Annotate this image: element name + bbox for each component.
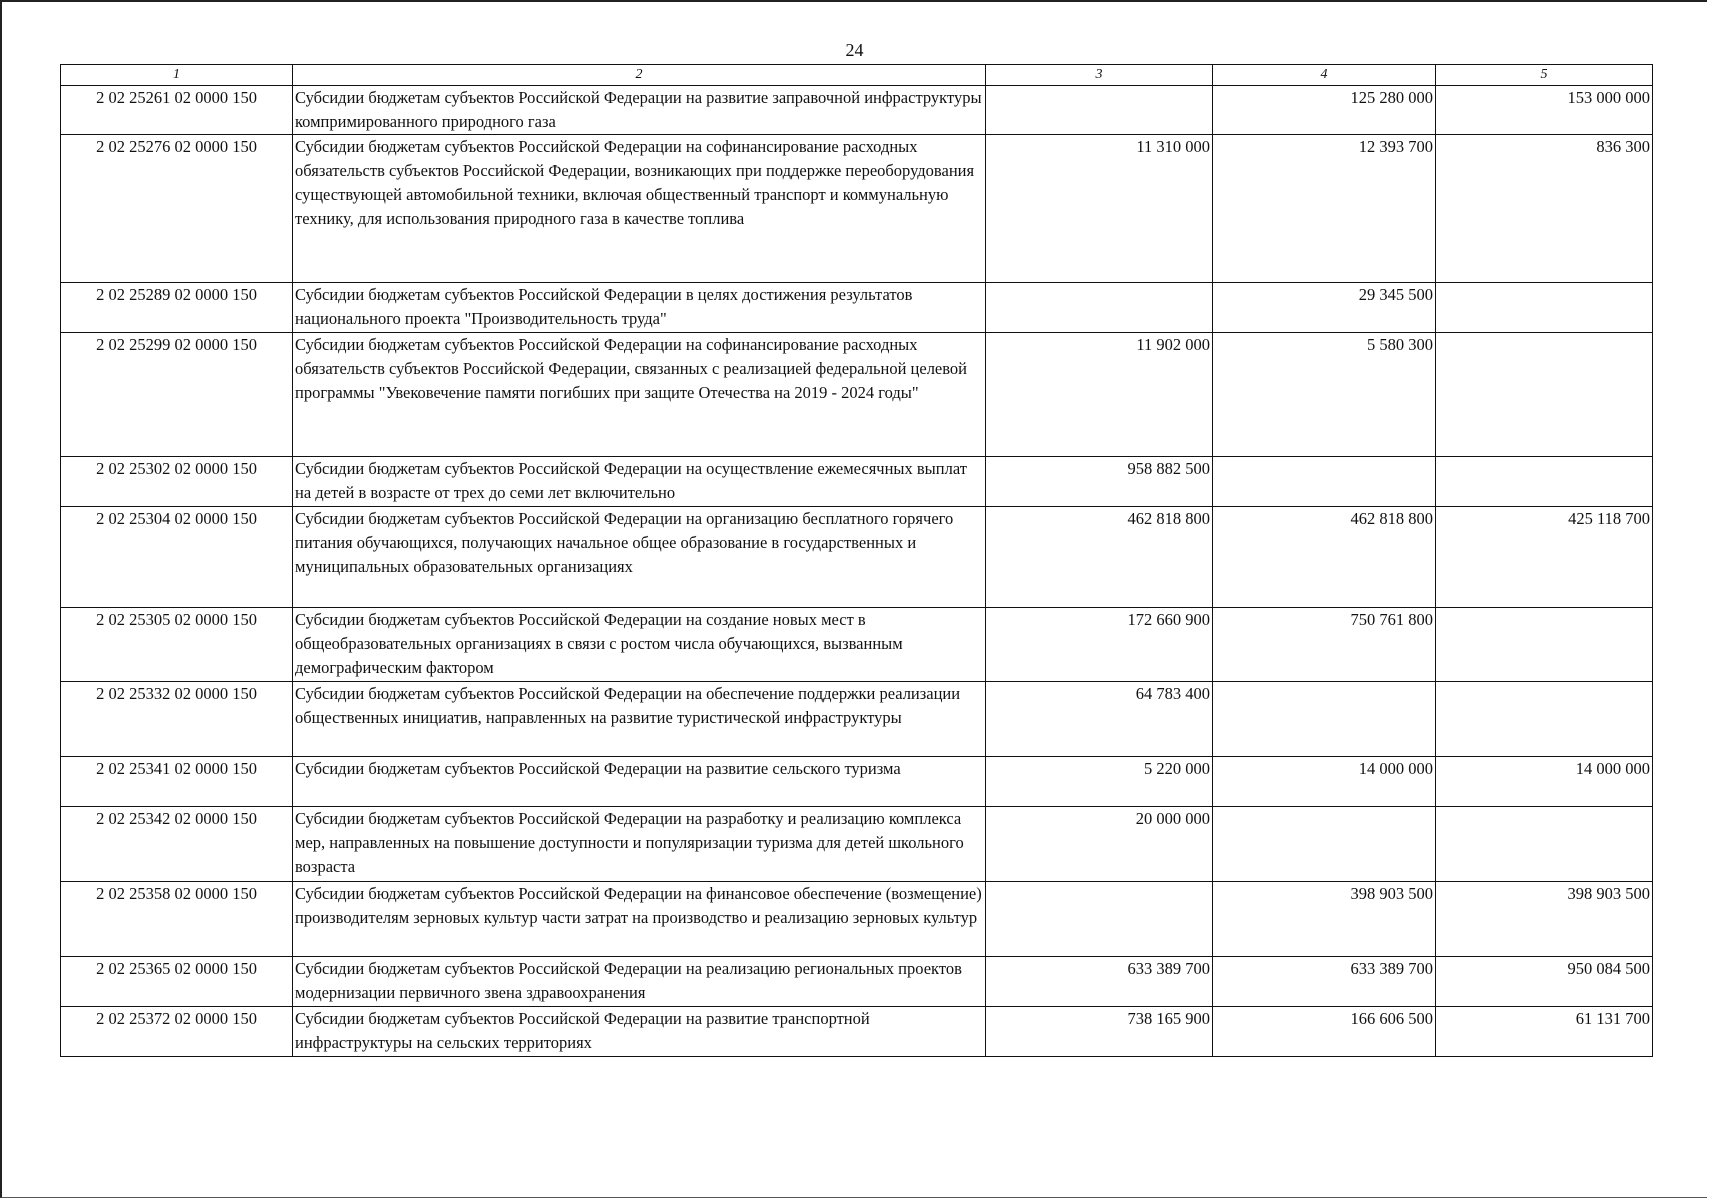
row-description: Субсидии бюджетам субъектов Российской Федерации на финансовое обеспечение (возмещение) производителям зерновых культур части затрат на производство и реализацию зерновых культур xyxy=(293,882,986,957)
row-value-col4: 633 389 700 xyxy=(1213,957,1436,1007)
row-value-col3: 20 000 000 xyxy=(986,807,1213,882)
row-description: Субсидии бюджетам субъектов Российской Федерации на осуществление ежемесячных выплат на детей в возрасте от трех до семи лет включительно xyxy=(293,457,986,507)
row-code: 2 02 25299 02 0000 150 xyxy=(61,333,293,457)
table-row xyxy=(61,682,1653,757)
row-code: 2 02 25365 02 0000 150 xyxy=(61,957,293,1007)
table-row xyxy=(61,333,1653,457)
row-value-col5: 14 000 000 xyxy=(1436,757,1653,807)
row-value-col3: 5 220 000 xyxy=(986,757,1213,807)
table-row xyxy=(61,1007,1653,1057)
table-row xyxy=(61,807,1653,882)
row-code: 2 02 25302 02 0000 150 xyxy=(61,457,293,507)
row-code: 2 02 25261 02 0000 150 xyxy=(61,86,293,135)
row-value-col3: 462 818 800 xyxy=(986,507,1213,608)
header-col-2: 2 xyxy=(293,65,986,86)
row-code: 2 02 25304 02 0000 150 xyxy=(61,507,293,608)
table-row xyxy=(61,457,1653,507)
row-value-col4: 14 000 000 xyxy=(1213,757,1436,807)
header-col-4: 4 xyxy=(1213,65,1436,86)
row-description: Субсидии бюджетам субъектов Российской Федерации на реализацию региональных проектов модернизации первичного звена здравоохранения xyxy=(293,957,986,1007)
row-value-col4 xyxy=(1213,807,1436,882)
row-description: Субсидии бюджетам субъектов Российской Федерации в целях достижения результатов национального проекта "Производительность труда" xyxy=(293,283,986,333)
row-code: 2 02 25332 02 0000 150 xyxy=(61,682,293,757)
row-value-col5: 950 084 500 xyxy=(1436,957,1653,1007)
row-description: Субсидии бюджетам субъектов Российской Федерации на обеспечение поддержки реализации общественных инициатив, направленных на развитие туристической инфраструктуры xyxy=(293,682,986,757)
row-code: 2 02 25341 02 0000 150 xyxy=(61,757,293,807)
header-col-1: 1 xyxy=(61,65,293,86)
row-value-col5 xyxy=(1436,608,1653,682)
row-description: Субсидии бюджетам субъектов Российской Федерации на развитие сельского туризма xyxy=(293,757,986,807)
table-row xyxy=(61,135,1653,283)
row-code: 2 02 25342 02 0000 150 xyxy=(61,807,293,882)
row-description: Субсидии бюджетам субъектов Российской Федерации на создание новых мест в общеобразовательных организациях в связи с ростом числа обучающихся, вызванным демографическим фактором xyxy=(293,608,986,682)
table-row xyxy=(61,608,1653,682)
table-row xyxy=(61,882,1653,957)
row-value-col3: 738 165 900 xyxy=(986,1007,1213,1057)
row-value-col5 xyxy=(1436,333,1653,457)
row-code: 2 02 25305 02 0000 150 xyxy=(61,608,293,682)
row-value-col5 xyxy=(1436,283,1653,333)
table-row xyxy=(61,957,1653,1007)
row-value-col3: 11 310 000 xyxy=(986,135,1213,283)
row-value-col4: 29 345 500 xyxy=(1213,283,1436,333)
table-row xyxy=(61,757,1653,807)
row-value-col3: 11 902 000 xyxy=(986,333,1213,457)
row-description: Субсидии бюджетам субъектов Российской Федерации на разработку и реализацию комплекса мер, направленных на повышение доступности и популяризации туризма для детей школьного возраста xyxy=(293,807,986,882)
row-value-col4: 398 903 500 xyxy=(1213,882,1436,957)
row-value-col5: 398 903 500 xyxy=(1436,882,1653,957)
table-row xyxy=(61,86,1653,135)
row-description: Субсидии бюджетам субъектов Российской Федерации на развитие заправочной инфраструктуры компримированного природного газа xyxy=(293,86,986,135)
row-value-col5: 153 000 000 xyxy=(1436,86,1653,135)
row-value-col3: 172 660 900 xyxy=(986,608,1213,682)
row-value-col4 xyxy=(1213,457,1436,507)
row-value-col5 xyxy=(1436,807,1653,882)
row-description: Субсидии бюджетам субъектов Российской Федерации на софинансирование расходных обязательств субъектов Российской Федерации, возникающих при поддержке переоборудования существующей автомобильной техники, включая общественный транспорт и коммунальную технику, для использования природного газа в качестве топлива xyxy=(293,135,986,283)
row-description: Субсидии бюджетам субъектов Российской Федерации на организацию бесплатного горячего питания обучающихся, получающих начальное общее образование в государственных и муниципальных образовательных организациях xyxy=(293,507,986,608)
row-value-col4: 750 761 800 xyxy=(1213,608,1436,682)
row-value-col5: 836 300 xyxy=(1436,135,1653,283)
header-col-5: 5 xyxy=(1436,65,1653,86)
table-row xyxy=(61,507,1653,608)
row-value-col5: 425 118 700 xyxy=(1436,507,1653,608)
row-value-col3 xyxy=(986,882,1213,957)
row-value-col3: 64 783 400 xyxy=(986,682,1213,757)
row-value-col4: 5 580 300 xyxy=(1213,333,1436,457)
row-code: 2 02 25372 02 0000 150 xyxy=(61,1007,293,1057)
row-value-col4 xyxy=(1213,682,1436,757)
row-description: Субсидии бюджетам субъектов Российской Федерации на софинансирование расходных обязательств субъектов Российской Федерации, связанных с реализацией федеральной целевой программы "Увековечение памяти погибших при защите Отечества на 2019 - 2024 годы" xyxy=(293,333,986,457)
row-value-col4: 12 393 700 xyxy=(1213,135,1436,283)
budget-table xyxy=(60,64,1653,1057)
page-number: 24 xyxy=(845,40,864,60)
row-code: 2 02 25358 02 0000 150 xyxy=(61,882,293,957)
row-value-col3: 633 389 700 xyxy=(986,957,1213,1007)
row-code: 2 02 25289 02 0000 150 xyxy=(61,283,293,333)
row-value-col3 xyxy=(986,86,1213,135)
header-col-3: 3 xyxy=(986,65,1213,86)
row-value-col4: 166 606 500 xyxy=(1213,1007,1436,1057)
row-value-col4: 125 280 000 xyxy=(1213,86,1436,135)
table-header-row xyxy=(61,65,1653,86)
row-code: 2 02 25276 02 0000 150 xyxy=(61,135,293,283)
row-value-col3 xyxy=(986,283,1213,333)
row-value-col5: 61 131 700 xyxy=(1436,1007,1653,1057)
row-description: Субсидии бюджетам субъектов Российской Федерации на развитие транспортной инфраструктуры на сельских территориях xyxy=(293,1007,986,1057)
row-value-col4: 462 818 800 xyxy=(1213,507,1436,608)
row-value-col5 xyxy=(1436,457,1653,507)
row-value-col3: 958 882 500 xyxy=(986,457,1213,507)
row-value-col5 xyxy=(1436,682,1653,757)
table-row xyxy=(61,283,1653,333)
